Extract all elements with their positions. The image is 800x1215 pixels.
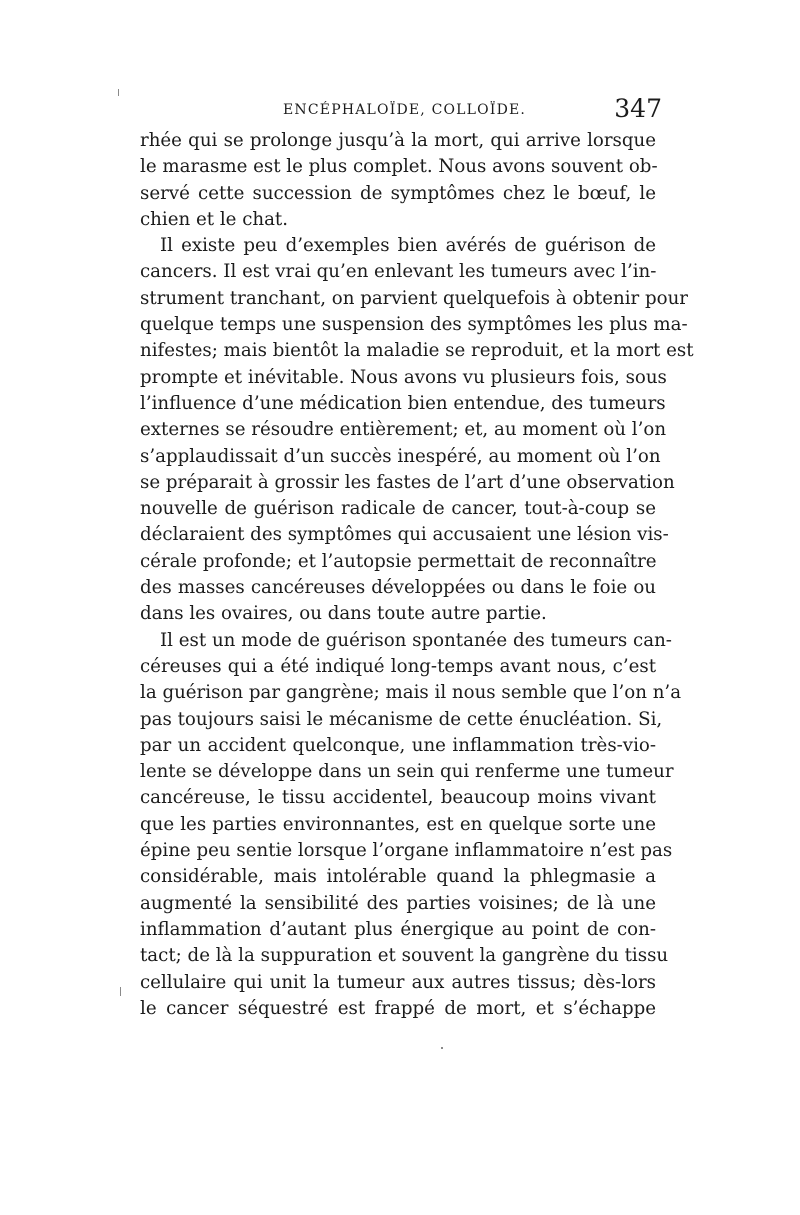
text-line: céreuses qui a été indiqué long-temps avant nous, c’est [140, 655, 656, 677]
text-line: cellulaire qui unit la tumeur aux autres tissus; dès-lors [140, 971, 656, 993]
text-line: le marasme est le plus complet. Nous avons souvent ob- [140, 156, 658, 178]
text-line: rhée qui se prolonge jusqu’à la mort, qui arrive lorsque [140, 130, 656, 151]
text-line: s’applaudissait d’un succès inespéré, au moment où l’on [140, 445, 661, 467]
running-title: ENCÉPHALOÏDE, COLLOÏDE. [283, 102, 527, 118]
text-line: dans les ovaires, ou dans toute autre partie. [140, 603, 547, 625]
text-line: Il est un mode de guérison spontanée des tumeurs can- [160, 629, 672, 651]
text-line: considérable, mais intolérable quand la phlegmasie a [140, 866, 656, 888]
text-line: Il existe peu d’exemples bien avérés de guérison de [160, 235, 656, 257]
text-line: strument tranchant, on parvient quelquefois à obtenir pour [140, 287, 688, 309]
text-line: nifestes; mais bientôt la maladie se reproduit, et la mort est [140, 340, 694, 362]
text-line: l’influence d’une médication bien entendue, des tumeurs [140, 392, 666, 414]
page-number: 347 [614, 94, 662, 123]
text-line: par un accident quelconque, une inflammation très-vio- [140, 734, 656, 756]
text-line: augmenté la sensibilité des parties voisines; de là une [140, 892, 656, 914]
text-line: lente se développe dans un sein qui renferme une tumeur [140, 761, 674, 783]
text-line: servé cette succession de symptômes chez le bœuf, le [140, 182, 656, 204]
text-line: nouvelle de guérison radicale de cancer, tout-à-coup se [140, 498, 656, 520]
text-line: quelque temps une suspension des symptômes les plus ma- [140, 314, 688, 336]
paper-speck [120, 987, 121, 996]
paper-speck [118, 89, 119, 96]
text-line: cancéreuse, le tissu accidentel, beaucoup moins vivant [140, 787, 656, 809]
text-line: des masses cancéreuses développées ou dans le foie ou [140, 577, 656, 599]
paper-speck [441, 1047, 443, 1049]
text-line: le cancer séquestré est frappé de mort, et s’échappe [140, 997, 656, 1019]
text-line: chien et le chat. [140, 208, 289, 230]
text-line: externes se résoudre entièrement; et, au moment où l’on [140, 419, 667, 441]
text-line: épine peu sentie lorsque l’organe inflammatoire n’est pas [140, 840, 673, 862]
text-line: se préparait à grossir les fastes de l’art d’une observation [140, 471, 675, 493]
running-head [140, 94, 664, 124]
text-line: cérale profonde; et l’autopsie permettait de reconnaître [140, 550, 657, 572]
text-line: inflammation d’autant plus énergique au point de con- [140, 918, 656, 940]
text-line: pas toujours saisi le mécanisme de cette énucléation. Si, [140, 708, 663, 730]
body-text [140, 128, 694, 1022]
text-line: que les parties environnantes, est en quelque sorte une [140, 813, 656, 835]
text-line: prompte et inévitable. Nous avons vu plusieurs fois, sous [140, 366, 667, 388]
text-line: cancers. Il est vrai qu’en enlevant les tumeurs avec l’in- [140, 261, 657, 283]
text-line: la guérison par gangrène; mais il nous semble que l’on n’a [140, 682, 682, 704]
text-line: déclaraient des symptômes qui accusaient une lésion vis- [140, 524, 669, 546]
text-line: tact; de là la suppuration et souvent la gangrène du tissu [140, 945, 669, 967]
